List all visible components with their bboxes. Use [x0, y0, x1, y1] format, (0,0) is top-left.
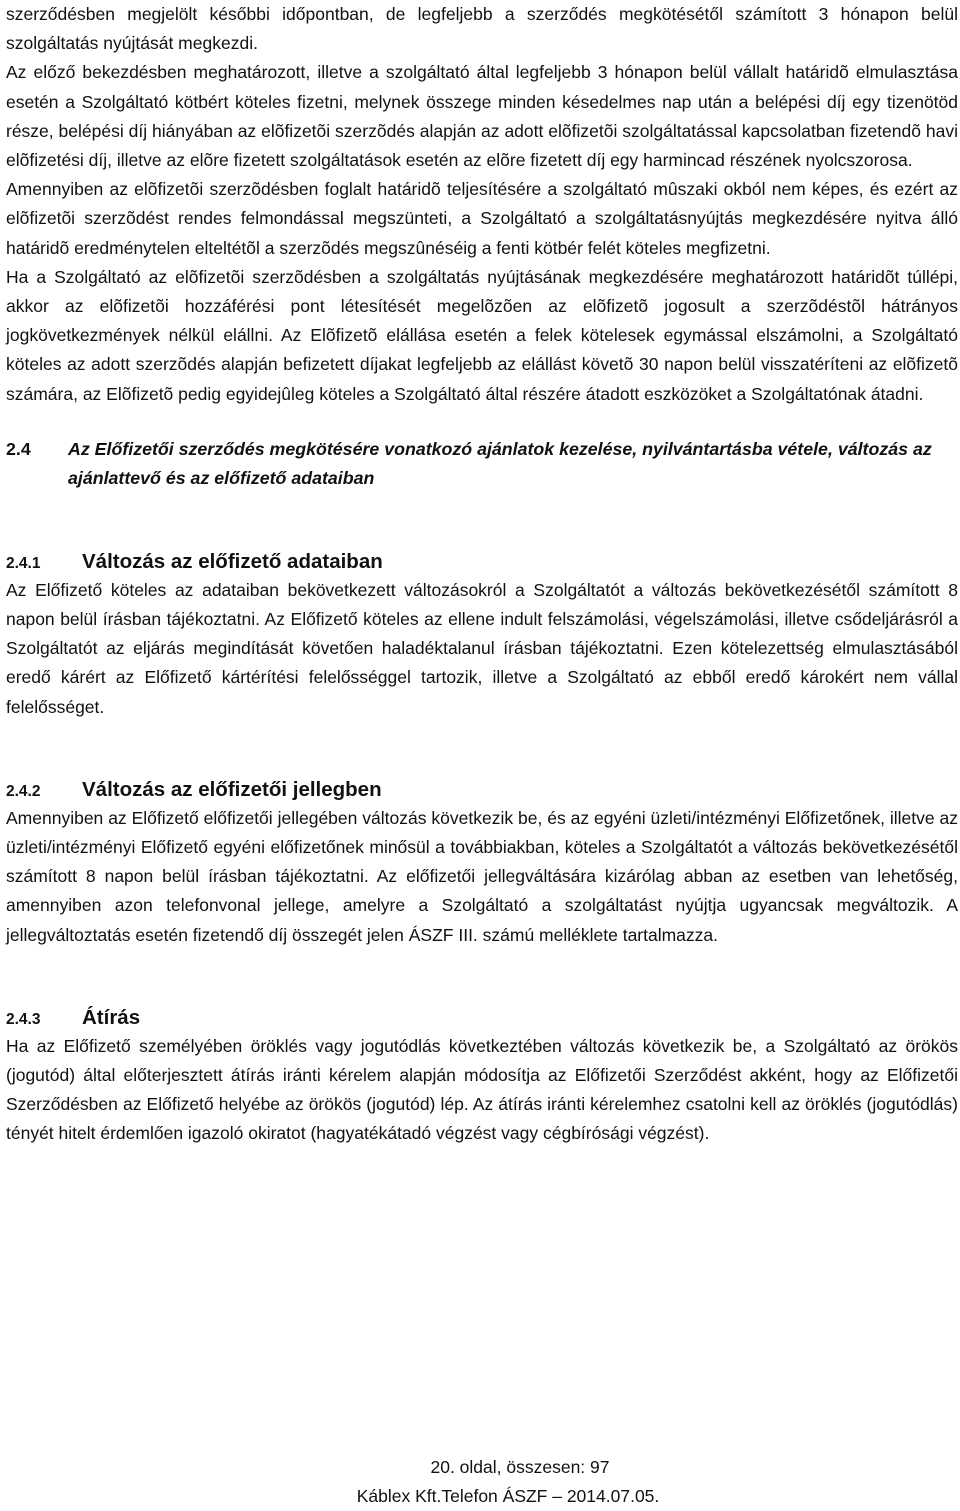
section-2-4-2-heading — [6, 778, 958, 802]
section-2-4-1-text: Az Előfizető köteles az adataiban bekövetkezett változásokról a Szolgáltatót a változás bekövetkezésétől számított 8 napon belül írásban tájékoztatni. Az Előfizető köteles az ellene indult felszámolási, végelszámolási, illetve csődeljárásról a Szolgáltatót az eljárás megindítását követően haladéktalanul írásban tájékoztatni. Ezen kötelezettség elmulasztásából eredő kárért az Előfizető kártérítési felelősséggel tartozik, illetve a Szolgáltató az ebből eredő károkért nem vállal felelősséget. — [6, 579, 958, 717]
section-number: 2.4.1 — [6, 554, 41, 572]
section-2-4-3-text: Ha az Előfizető személyében öröklés vagy jogutódlás következtében változás következik be, a Szolgáltató az örökös (jogutód) által előterjesztett átírás iránti kérelem alapján módosítja az Előfizetői Szerződést akként, hogy az Előfizetői Szerződésben az Előfizető helyébe az örökös (jogutód) lép. Az átírás iránti kérelemhez csatolni kell az öröklés (jogutódlás) tényét hitelt érdemlően igazoló okiratot (hagyatékátadó végzést vagy cégbírósági végzést). — [6, 1035, 958, 1144]
spacer — [6, 494, 958, 550]
spacer — [6, 950, 958, 1006]
section-2-4-1-heading — [6, 550, 958, 574]
spacer — [6, 722, 958, 778]
section-number: 2.4.2 — [6, 782, 41, 800]
section-title: Az Előfizetői szerződés megkötésére vonatkozó ajánlatok kezelése, nyilvántartásba vétele, változás az ajánlattevő és az előfizető adataiban — [68, 438, 932, 489]
section-number: 2.4.3 — [6, 1010, 41, 1028]
section-2-4-2-text: Amennyiben az Előfizető előfizetői jellegében változás következik be, és az egyéni üzleti/intézményi Előfizetőnek, illetve az üzleti/intézményi Előfizető egyéni előfizetőnek minősül a továbbiakban, köteles a Szolgáltatót a változás bekövetkezésétől számított 8 napon belül írásban tájékoztatni. Az előfizetői jellegváltására kizárólag abban az esetben van lehetőség, amennyiben azon telefonvonal jellege, amelyre a Szolgáltató a szolgáltatást nyújtja ugyancsak megváltozik. A jellegváltoztatás esetén fizetendő díj összegét jelen ÁSZF III. számú melléklete tartalmazza. — [6, 807, 958, 945]
footer-company: Káblex Kft.Telefon ÁSZF – 2014.07.05. — [356, 1486, 660, 1506]
section-title: Átírás — [82, 1005, 141, 1029]
section-title: Változás az előfizetői jellegben — [82, 777, 382, 801]
section-2-4-3-heading — [6, 1006, 958, 1030]
paragraph-service-start: szerződésben megjelölt későbbi időpontban, de legfeljebb a szerződés megkötésétől számított 3 hónapon belül szolgáltatás nyújtását megkezdi. — [6, 4, 958, 54]
document-page — [6, 0, 958, 1149]
paragraph-penalty: Az előző bekezdésben meghatározott, illetve a szolgáltató által legfeljebb 3 hónapon belül vállalt határidõ elmulasztása esetén a Szolgáltató kötbért köteles fizetni, melynek összege minden késedelmes nap után a belépési díj egy tizenötöd része, belépési díj hiányában az elõfizetõi szerzõdés alapján az adott elõfizetõi szolgáltatással kapcsolatban fizetendõ havi elõfizetési díj, illetve az elõre fizetett szolgáltatások esetén az elõre fizetett díj egy harmincad részének nyolcszorosa. — [6, 62, 958, 171]
paragraph-withdrawal: Ha a Szolgáltató az elõfizetõi szerzõdésben a szolgáltatás nyújtásának megkezdésére meghatározott határidõt túllépi, akkor az elõfizetõi hozzáférési pont létesítését megelõzõen az elõfizetõ jogosult a szerzõdéstõl hátrányos jogkövetkezmények nélkül elállni. Az Elõfizetõ elállása esetén a felek kötelesek egymással elszámolni, a Szolgáltató köteles az adott szerzõdés alapján befizetett díjakat legfeljebb az elállást követõ 30 napon belül visszatéríteni az elõfizetõ számára, az Elõfizetõ pedig egyidejûleg köteles a Szolgáltató által részére átadott eszközöket a Szolgáltatónak átadni. — [6, 266, 958, 404]
section-title: Változás az előfizető adataiban — [82, 549, 383, 573]
page-number: 20. oldal, összesen: 97 — [430, 1457, 610, 1477]
spacer — [6, 409, 958, 435]
section-2-4-heading — [6, 435, 958, 494]
paragraph-technical-reason: Amennyiben az elõfizetõi szerzõdésben foglalt határidõ teljesítésére a szolgáltató mûszaki okból nem képes, és ezért az elõfizetõi szerzõdést rendes felmondással megszünteti, a Szolgáltató a szolgáltatásnyújtás megkezdésére nyitva álló határidõ eredménytelen elteltétõl a szerzõdés megszûnéséig a fenti kötbér felét köteles megfizetni. — [6, 179, 958, 258]
section-number: 2.4 — [6, 438, 31, 459]
